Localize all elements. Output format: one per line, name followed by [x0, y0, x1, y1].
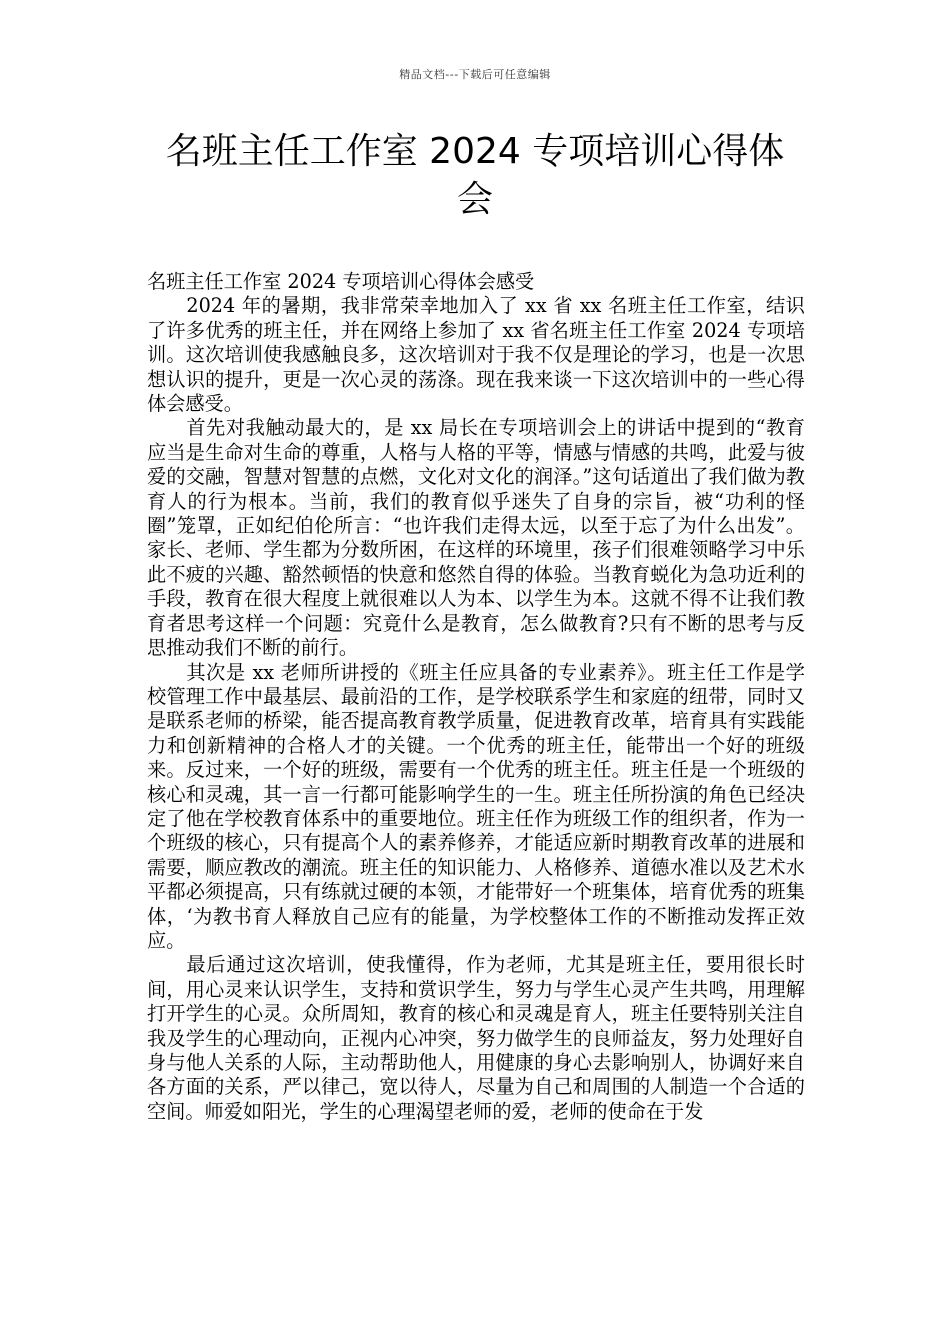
document-title: 名班主任工作室 2024 专项培训心得体会	[165, 131, 785, 220]
page-header: 精品文档---下载后可任意编辑	[399, 68, 551, 81]
paragraph-2: 首先对我触动最大的，是 xx 局长在专项培训会上的讲话中提到的“教育应当是生命对生命的尊重，人格与人格的平等，情感与情感的共鸣，此爱与彼爱的交融，智慧对智慧的点燃，文化对文化的润泽。”这句话道出了我们做为教育人的行为根本。当前，我们的教育似乎迷失了自身的宗旨，被“功利的怪圈”笼罩，正如纪伯伦所言：“也许我们走得太远，以至于忘了为什么出发”。家长、老师、学生都为分数所困，在这样的环境里，孩子们很难领略学习中乐此不疲的兴趣、豁然顿悟的快意和悠然自得的体验。当教育蜕化为急功近利的手段，教育在很大程度上就很难以人为本、以学生为本。这就不得不让我们教育者思考这样一个问题：究竟什么是教育，怎么做教育?只有不断的思考与反思推动我们不断的前行。	[147, 416, 805, 660]
paragraph-1: 2024 年的暑期，我非常荣幸地加入了 xx 省 xx 名班主任工作室，结识了许多优秀的班主任，并在网络上参加了 xx 省名班主任工作室 2024 专项培训。这次培训使我感触良多，这次培训对于我不仅是理论的学习，也是一次思想认识的提升，更是一次心灵的荡涤。现在我来谈一下这次培训中的一些心得体会感受。	[147, 294, 805, 416]
paragraph-4: 最后通过这次培训，使我懂得，作为老师，尤其是班主任，要用很长时间，用心灵来认识学生，支持和赏识学生，努力与学生心灵产生共鸣，用理解打开学生的心灵。众所周知，教育的核心和灵魂是育人，班主任要特别关注自我及学生的心理动向，正视内心冲突，努力做学生的良师益友，努力处理好自身与他人关系的人际，主动帮助他人，用健康的身心去影响别人，协调好来自各方面的关系，严以律己，宽以待人，尽量为自己和周围的人制造一个合适的空间。师爱如阳光，学生的心理渴望老师的爱，老师的使命在于发	[147, 953, 805, 1123]
document-subtitle: 名班主任工作室 2024 专项培训心得体会感受	[147, 270, 535, 293]
document-body	[147, 270, 805, 1124]
paragraph-3: 其次是 xx 老师所讲授的《班主任应具备的专业素养》。班主任工作是学校管理工作中最基层、最前沿的工作，是学校联系学生和家庭的纽带，同时又是联系老师的桥梁，能否提高教育教学质量，促进教育改革，培育具有实践能力和创新精神的合格人才的关键。一个优秀的班主任，能带出一个好的班级来。反过来，一个好的班级，需要有一个优秀的班主任。班主任是一个班级的核心和灵魂，其一言一行都可能影响学生的一生。班主任所扮演的角色已经决定了他在学校教育体系中的重要地位。班主任作为班级工作的组织者，作为一个班级的核心，只有提高个人的素养修养，才能适应新时期教育改革的进展和需要，顺应教改的潮流。班主任的知识能力、人格修养、道德水准以及艺术水平都必须提高，只有练就过硬的本领，才能带好一个班集体，培育优秀的班集体，‘为教书育人释放自己应有的能量，为学校整体工作的不断推动发挥正效应。	[147, 660, 805, 952]
